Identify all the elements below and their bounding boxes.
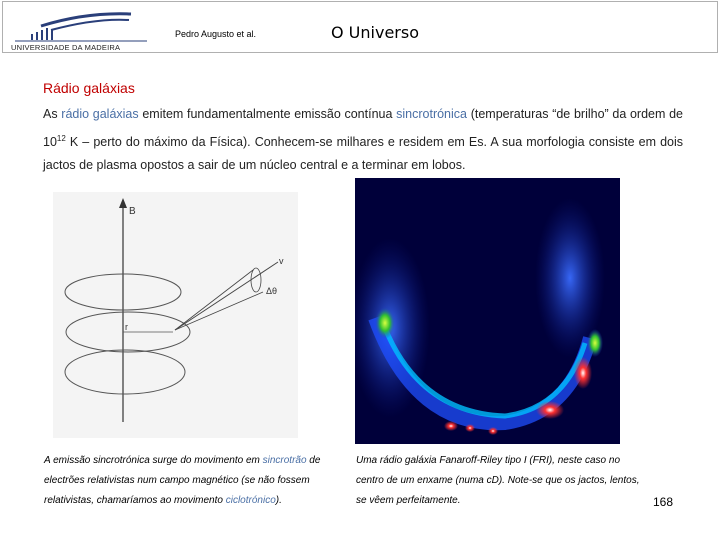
link-synchrotron-motion[interactable]: sincrotrão	[262, 455, 307, 466]
radio-galaxy-svg	[355, 178, 620, 444]
radio-galaxy-image	[355, 178, 620, 444]
body-paragraph	[43, 103, 683, 178]
label-dtheta: Δθ	[266, 286, 278, 296]
author-credit: Pedro Augusto et al.	[175, 29, 257, 39]
caption-right: Uma rádio galáxia Fanaroff-Riley tipo I (FRI), neste caso no centro de um enxame (numa cD). Note-se que os jactos, lentos, se vêem perfeitamente.	[356, 455, 640, 506]
para-text-3: (temperaturas “de brilho” da ordem de 10	[43, 107, 683, 149]
exponent: 12	[56, 133, 66, 143]
label-r: r	[125, 322, 128, 332]
link-synchrotron[interactable]: sincrotrónica	[396, 107, 467, 121]
synchrotron-diagram	[53, 192, 298, 438]
caption-left	[44, 451, 324, 511]
cap-left-text-3: ).	[275, 495, 282, 506]
label-b: B	[129, 206, 136, 217]
section-title: Rádio galáxias	[43, 80, 135, 96]
para-text-1: As	[43, 107, 62, 121]
link-cyclotron[interactable]: ciclotrónico	[225, 495, 276, 506]
synchrotron-diagram-svg	[53, 192, 298, 438]
document-title: O Universo	[331, 23, 419, 42]
cap-left-text-2: de electrões relativistas num campo magnético (se não fossem relativistas, chamaríamos ao movimento	[44, 455, 321, 506]
para-text-2: emitem fundamentalmente emissão contínua	[138, 107, 397, 121]
label-v: v	[279, 256, 284, 266]
university-name: UNIVERSIDADE DA MADEIRA	[11, 43, 121, 52]
link-radio-galaxies[interactable]: rádio galáxias	[61, 107, 139, 121]
page-number: 168	[653, 495, 674, 509]
slide-header	[2, 1, 718, 53]
para-text-4: K – perto do máximo da Física). Conhecem-se milhares e residem em Es. A sua morfologia consiste em dois jactos de plasma opostos a sair de um núcleo central e a terminar em lobos.	[43, 134, 683, 173]
cap-left-text-1: A emissão sincrotrónica surge do movimento em	[44, 455, 263, 466]
